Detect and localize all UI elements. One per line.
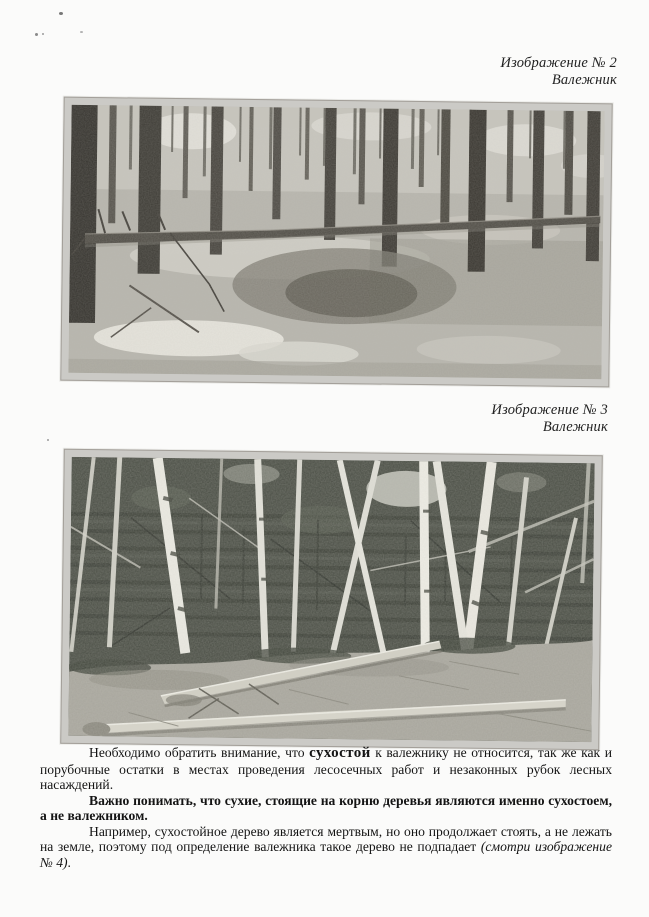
pine-forest-fallen-log-illustration (68, 105, 604, 379)
paragraph-2 (40, 793, 612, 824)
figure-3-caption (388, 402, 608, 436)
paragraph-1-run-3: к валежнику не относится, так же как и порубочные остатки в местах проведения лесосечных работ и незаконных рубок лесных насаждений. (40, 745, 612, 792)
scan-speck (47, 439, 49, 441)
paragraph-1-run-1: Необходимо обратить внимание, что (89, 745, 310, 760)
figure-3-photo (60, 449, 603, 751)
scan-speck (59, 12, 63, 15)
body-text (40, 745, 612, 870)
figure-2-photo (60, 97, 612, 388)
paragraph-2-run-1: Важно понимать, что сухие, стоящие на корню деревья являются именно сухостоем, а не валежником. (40, 792, 612, 823)
figure-2-caption (397, 55, 617, 89)
figure-3-caption-title: Изображение № 3 (491, 402, 608, 418)
paragraph-1-run-2: сухостой (309, 745, 371, 761)
figure-2-caption-subtitle: Валежник (551, 72, 617, 88)
paragraph-3-run-2: (смотри изображение № 4) (40, 839, 612, 870)
paragraph-1 (40, 745, 612, 793)
scan-speck (80, 31, 83, 33)
figure-3-caption-subtitle: Валежник (542, 419, 608, 435)
scan-speck (35, 33, 38, 36)
birch-forest-fallen-logs-illustration (68, 457, 594, 742)
scan-speck (42, 33, 44, 35)
paragraph-3 (40, 824, 612, 871)
paragraph-3-run-1: Например, сухостойное дерево является мертвым, но оно продолжает стоять, а не лежать на земле, поэтому под определение валежника такое дерево не подпадает (40, 823, 612, 854)
figure-2-caption-title: Изображение № 2 (500, 55, 617, 71)
paragraph-3-run-3: . (67, 854, 71, 870)
